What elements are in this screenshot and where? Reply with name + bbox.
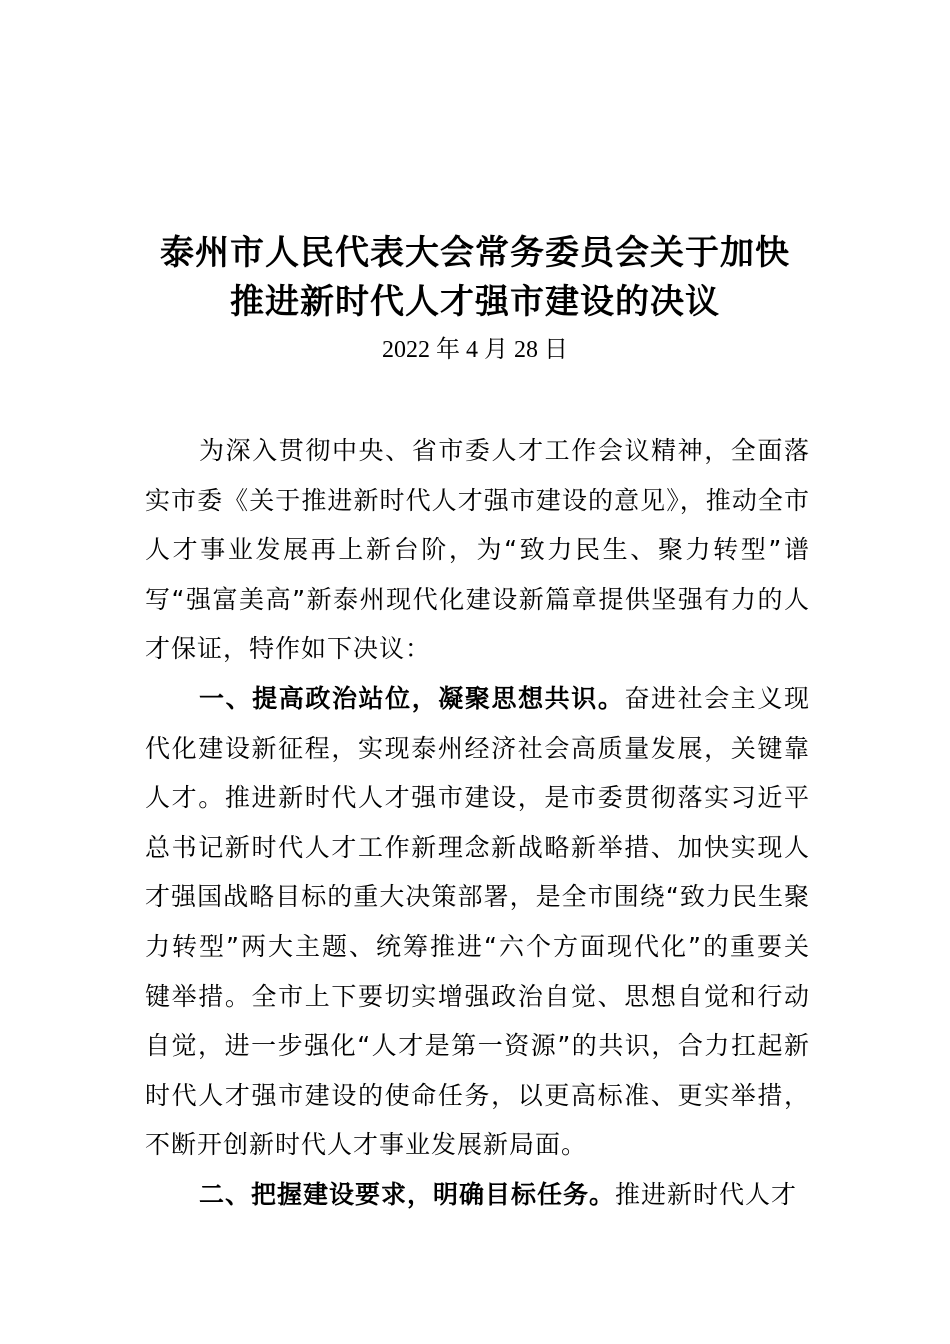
paragraph-section-2 xyxy=(145,1170,810,1220)
document-title-line-1: 泰州市人民代表大会常务委员会关于加快 xyxy=(160,233,790,273)
paragraph-text: 为深入贯彻中央、省市委人才工作会议精神，全面落实市委《关于推进新时代人才强市建设的意见》，推动全市人才事业发展再上新台阶，为“致力民生、聚力转型”谱写“强富美高”新泰州现代化建设新篇章提供坚强有力的人才保证，特作如下决议： xyxy=(145,436,810,664)
document-title-line-2: 推进新时代人才强市建设的决议 xyxy=(230,282,720,322)
paragraph-text: 奋进社会主义现代化建设新征程，实现泰州经济社会高质量发展，关键靠人才。推进新时代人才强市建设，是市委贯彻落实习近平总书记新时代人才工作新理念新战略新举措、加快实现人才强国战略目标的重大决策部署，是全市围绕“致力民生聚力转型”两大主题、统筹推进“六个方面现代化”的重要关键举措。全市上下要切实增强政治自觉、思想自觉和行动自觉，进一步强化“人才是第一资源”的共识，合力扛起新时代人才强市建设的使命任务，以更高标准、更实举措，不断开创新时代人才事业发展新局面。 xyxy=(145,684,810,1160)
section-heading: 二、把握建设要求，明确目标任务。 xyxy=(199,1180,616,1209)
paragraph-intro xyxy=(145,426,810,674)
document-date: 2022 年 4 月 28 日 xyxy=(382,337,568,363)
section-heading: 一、提高政治站位，凝聚思想共识。 xyxy=(199,684,625,713)
paragraph-text: 推进新时代人才 xyxy=(615,1180,798,1209)
paragraph-section-1 xyxy=(145,674,810,1170)
